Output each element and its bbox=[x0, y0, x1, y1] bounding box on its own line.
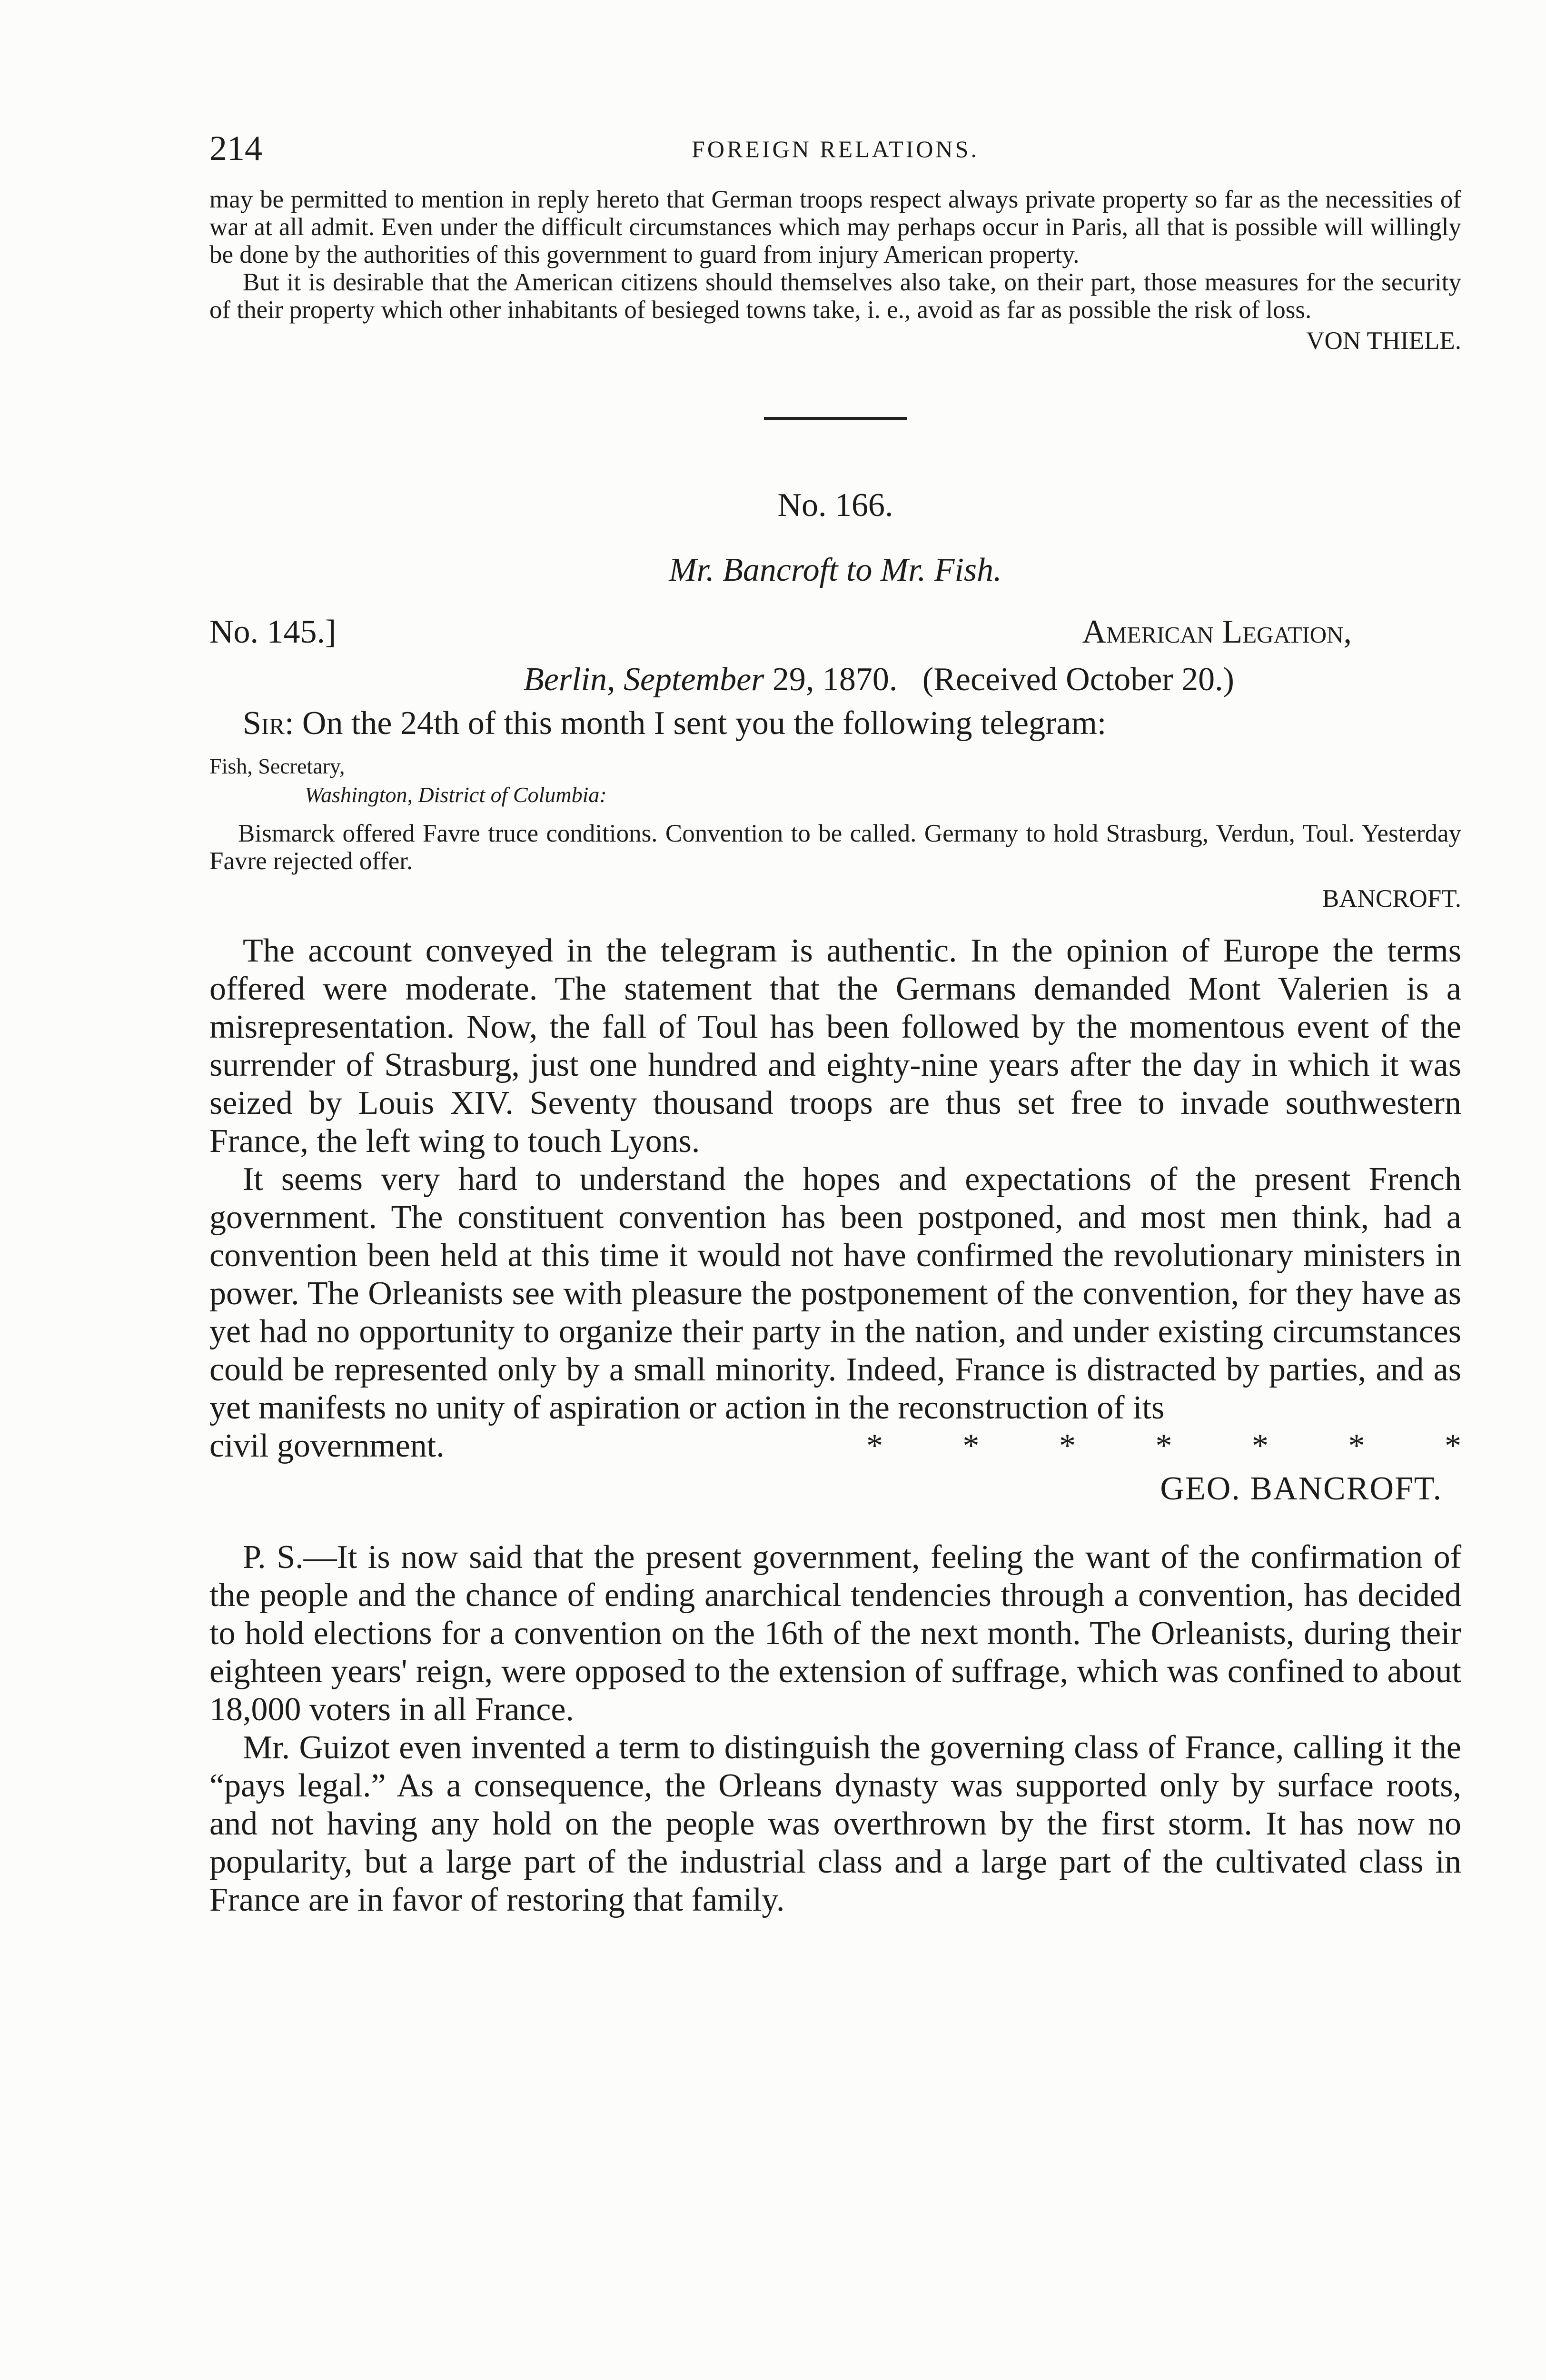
body-paragraph: It seems very hard to understand the hopes and expectations of the present French government. The constituent convention has been postponed, and most men think, had a convention been held at this time it would not have confirmed the revolutionary ministers in power. The Orleanists see with pleasure the postponement of the convention, for they have as yet had no opportunity to organize their party in the nation, and under existing circumstances could be represented only by a small minority. Indeed, France is distracted by parties, and as yet manifests no unity of aspiration or action in the reconstruction of its bbox=[209, 1161, 1461, 1426]
section-divider bbox=[764, 417, 907, 420]
postscript-paragraph: Mr. Guizot even invented a term to distinguish the governing class of France, calling it the “pays legal.” As a consequence, the Orleans dynasty was supported only by surface roots, and not having any hold on the people was overthrown by the first storm. It has now no popularity, but a large part of the industrial class and a large part of the cultivated class in France are in favor of restoring that family. bbox=[209, 1729, 1461, 1918]
preceding-signature: VON THIELE. bbox=[1306, 327, 1461, 355]
telegram-address-line: Washington, District of Columbia: bbox=[305, 783, 607, 807]
salutation-text: : On the 24th of this month I sent you the following telegram: bbox=[284, 705, 1107, 742]
received-note: (Received October 20.) bbox=[922, 661, 1234, 698]
salutation bbox=[209, 704, 1461, 743]
dateline-date: 29, 1870. bbox=[772, 661, 898, 698]
body-paragraph: The account conveyed in the telegram is authentic. In the opinion of Europe the terms offered were moderate. The statement that the Germans demanded Mont Valerien is a misrepresentation. Now, the fall of Toul has been followed by the momentous event of the surrender of Strasburg, just one hundred and eighty-nine years after the day in which it was seized by Louis XIV. Seventy thousand troops are thus set free to invade southwestern France, the left wing to touch Lyons. bbox=[209, 932, 1461, 1160]
running-head: FOREIGN RELATIONS. bbox=[692, 136, 979, 162]
page-number: 214 bbox=[209, 129, 262, 168]
closing-line bbox=[209, 1427, 1461, 1465]
telegram-address bbox=[209, 752, 1461, 809]
document-page bbox=[209, 129, 1461, 1919]
signature: GEO. BANCROFT. bbox=[1160, 1470, 1442, 1507]
document-title: Mr. Bancroft to Mr. Fish. bbox=[669, 552, 1002, 588]
page-header bbox=[209, 129, 1461, 186]
preceding-paragraph: may be permitted to mention in reply hereto that German troops respect always private property so far as the necessities of war at all admit. Even under the difficult circumstances which may perhaps occur in Paris, all that is possible will willingly be done by the authorities of this government to guard from injury American property. bbox=[209, 186, 1461, 268]
preceding-paragraph: But it is desirable that the American citizens should themselves also take, on their part, those measures for the security of their property which other inhabitants of besieged towns take, i. e., avoid as far as possible the risk of loss. bbox=[209, 268, 1461, 324]
ellipsis-stars: * * * * * * * bbox=[866, 1428, 1461, 1464]
salutation-word: Sir bbox=[243, 705, 285, 742]
legation: American Legation, bbox=[1082, 614, 1352, 650]
telegram-signature: BANCROFT. bbox=[1322, 885, 1461, 912]
dateline bbox=[209, 661, 1461, 699]
document-number: No. 166. bbox=[777, 487, 893, 524]
telegram-addressee: Fish, Secretary, bbox=[209, 754, 345, 778]
dateline-place: Berlin, September bbox=[524, 661, 764, 698]
postscript-paragraph: P. S.—It is now said that the present government, feeling the want of the confirmation of the people and the chance of ending anarchical tendencies through a convention, has decided to hold elections for a convention on the 16th of the next month. The Orleanists, during their eighteen years' reign, were opposed to the extension of suffrage, which was confined to about 18,000 voters in all France. bbox=[209, 1539, 1461, 1728]
dispatch-line bbox=[209, 613, 1461, 661]
telegram-body: Bismarck offered Favre truce conditions. Convention to be called. Germany to hold Strasburg, Verdun, Toul. Yesterday Favre rejected offer. bbox=[209, 820, 1461, 875]
dispatch-number: No. 145.] bbox=[209, 614, 337, 650]
closing-text: civil government. bbox=[209, 1428, 445, 1464]
